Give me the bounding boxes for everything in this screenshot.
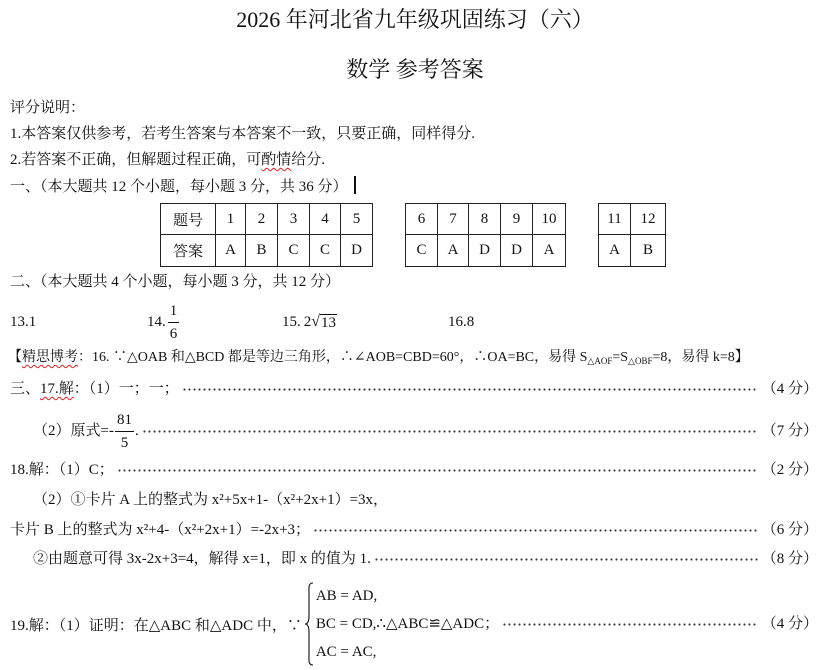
system-row-3: AC = AC,	[315, 644, 377, 660]
question-number-cell: 11	[599, 204, 631, 235]
q18-part1-points: （2 分）	[761, 462, 818, 478]
scoring-notes-heading: 评分说明：	[10, 100, 86, 116]
system-row-2-text: BC = CD,	[315, 616, 377, 632]
q15-label: 15.	[282, 314, 301, 330]
dot-leader	[143, 430, 758, 433]
text-cursor	[354, 176, 356, 194]
q16-answer: 8	[466, 314, 475, 330]
answer-q13	[10, 312, 36, 332]
answer-cell: D	[341, 235, 373, 267]
document-title: 2026 年河北省九年级巩固练习（六）	[236, 7, 594, 32]
document-subtitle: 数学 参考答案	[346, 57, 484, 82]
answer-cell: A	[533, 235, 566, 267]
dot-leader	[503, 623, 758, 626]
answer-q14	[147, 298, 181, 346]
table-gap	[373, 235, 406, 267]
question-number-row	[161, 204, 666, 235]
q18-part1-line	[10, 460, 818, 480]
q18-part2-line1: （2）①卡片 A 上的整式为 x²+5x+1-（x²+2x+1）=3x，	[33, 492, 389, 508]
question-number-cell: 12	[631, 204, 666, 235]
section3-prefix: 三、	[10, 381, 41, 397]
answer-cell: C	[310, 235, 341, 267]
fraction-denominator: 5	[120, 434, 129, 451]
answer-q15	[282, 310, 337, 334]
q18-part1-answer: 18.解：（1）C；	[10, 462, 114, 478]
answer-cell: D	[501, 235, 533, 267]
q17-part2-points: （7 分）	[761, 423, 818, 439]
q15-square-root	[311, 312, 337, 332]
q19-conclusion: ∴△ABC≌△ADC；	[376, 616, 500, 632]
scoring-note-1: 1.本答案仅供参考，若考生答案与本答案不一致，只要正确，同样得分.	[10, 126, 476, 142]
question-number-cell: 1	[216, 204, 246, 235]
q18-part2-text: 卡片 B 上的整式为 x²+4-（x²+2x+1）=-2x+3；	[10, 522, 311, 538]
question-number-cell: 7	[438, 204, 469, 235]
section1-heading-text: 一、（本大题共 12 个小题，每小题 3 分，共 36 分）	[10, 179, 348, 195]
scoring-note-2	[10, 150, 325, 170]
question-number-cell: 9	[501, 204, 533, 235]
question-number-cell: 4	[310, 204, 341, 235]
insight-note	[8, 348, 749, 371]
answer-q16	[448, 312, 474, 332]
answer-cell: A	[216, 235, 246, 267]
q19-points: （4 分）	[761, 616, 818, 632]
q17-part1-points: （4 分）	[761, 381, 818, 397]
scoring-note-2-end: 给分.	[291, 152, 326, 168]
q16-label: 16.	[448, 314, 467, 330]
q18-part3-line	[33, 549, 818, 569]
spellcheck-marked-word: 酌情	[261, 152, 292, 168]
answer-row	[161, 235, 666, 267]
q17-part1-answer: ：（1）一；一；	[73, 381, 179, 397]
equation-system	[316, 582, 818, 666]
q19-intro: 19.解：（1）证明：在△ABC 和△ADC 中，∵	[10, 617, 302, 634]
q18-part2-line2	[10, 520, 818, 540]
dot-leader	[314, 529, 758, 532]
section2-heading: 二、（本大题共 4 个小题，每小题 3 分，共 12 分）	[10, 274, 341, 290]
row-label-question-number: 题号	[161, 204, 216, 235]
answer-cell: C	[406, 235, 438, 267]
table-gap	[373, 204, 406, 235]
insight-label: 精思博考	[22, 350, 78, 365]
answer-cell: D	[469, 235, 501, 267]
system-row-2	[316, 610, 818, 638]
fraction-denominator: 6	[169, 325, 178, 342]
radical-sign: √	[311, 313, 321, 330]
q18-part2-points: （6 分）	[761, 522, 818, 538]
q19-block	[10, 580, 818, 668]
section1-heading	[10, 176, 356, 197]
insight-text-2: =S	[612, 350, 629, 365]
q13-answer: 1	[28, 314, 37, 330]
insight-subscript-2: △OBF	[628, 356, 653, 366]
dot-leader	[118, 469, 758, 472]
question-number-cell: 5	[341, 204, 373, 235]
insight-text: ：16. ∵△OAB 和△BCD 都是等边三角形，∴∠AOB=CBD=60°，∴OA=BC，易得 S	[78, 350, 588, 365]
table-gap	[566, 235, 599, 267]
q18-part3-points: （8 分）	[761, 551, 818, 567]
q13-label: 13.	[10, 314, 29, 330]
fraction-numerator: 81	[116, 411, 132, 428]
q17-part1-line	[10, 379, 818, 399]
q14-fraction	[168, 300, 180, 345]
q17-part2-prefix: （2）原式=-	[33, 423, 114, 439]
question-number-cell: 3	[278, 204, 310, 235]
q17-label: 17.解	[40, 381, 74, 397]
insight-open-bracket: 【	[8, 350, 22, 365]
insight-text-3: =8，易得 k=8】	[652, 350, 749, 365]
question-number-cell: 2	[246, 204, 278, 235]
question-number-cell: 8	[469, 204, 501, 235]
answer-cell: B	[631, 235, 666, 267]
dot-leader	[183, 388, 758, 391]
answer-table	[160, 203, 666, 267]
q17-fraction	[115, 409, 134, 454]
dot-leader	[375, 558, 758, 561]
answer-cell: A	[438, 235, 469, 267]
answer-cell: A	[599, 235, 631, 267]
q14-label: 14.	[147, 314, 166, 330]
answer-cell: C	[278, 235, 310, 267]
question-number-cell: 6	[406, 204, 438, 235]
system-row-1: AB = AD,	[315, 588, 378, 604]
table-gap	[566, 204, 599, 235]
left-brace	[304, 582, 314, 666]
fraction-numerator: 1	[169, 302, 178, 319]
scoring-note-2-text: 2.若答案不正确，但解题过程正确，可	[10, 152, 262, 168]
question-number-cell: 10	[533, 204, 566, 235]
radicand: 13	[321, 315, 337, 331]
row-label-answer: 答案	[161, 235, 216, 267]
answer-cell: B	[246, 235, 278, 267]
q18-part3-text: ②由题意可得 3x-2x+3=4，解得 x=1，即 x 的值为 1.	[33, 551, 371, 567]
q17-part2-suffix: .	[134, 423, 139, 439]
insight-subscript-1: △AOF	[587, 356, 613, 366]
q15-coefficient: 2	[303, 314, 312, 330]
q17-part2-line	[33, 407, 818, 455]
